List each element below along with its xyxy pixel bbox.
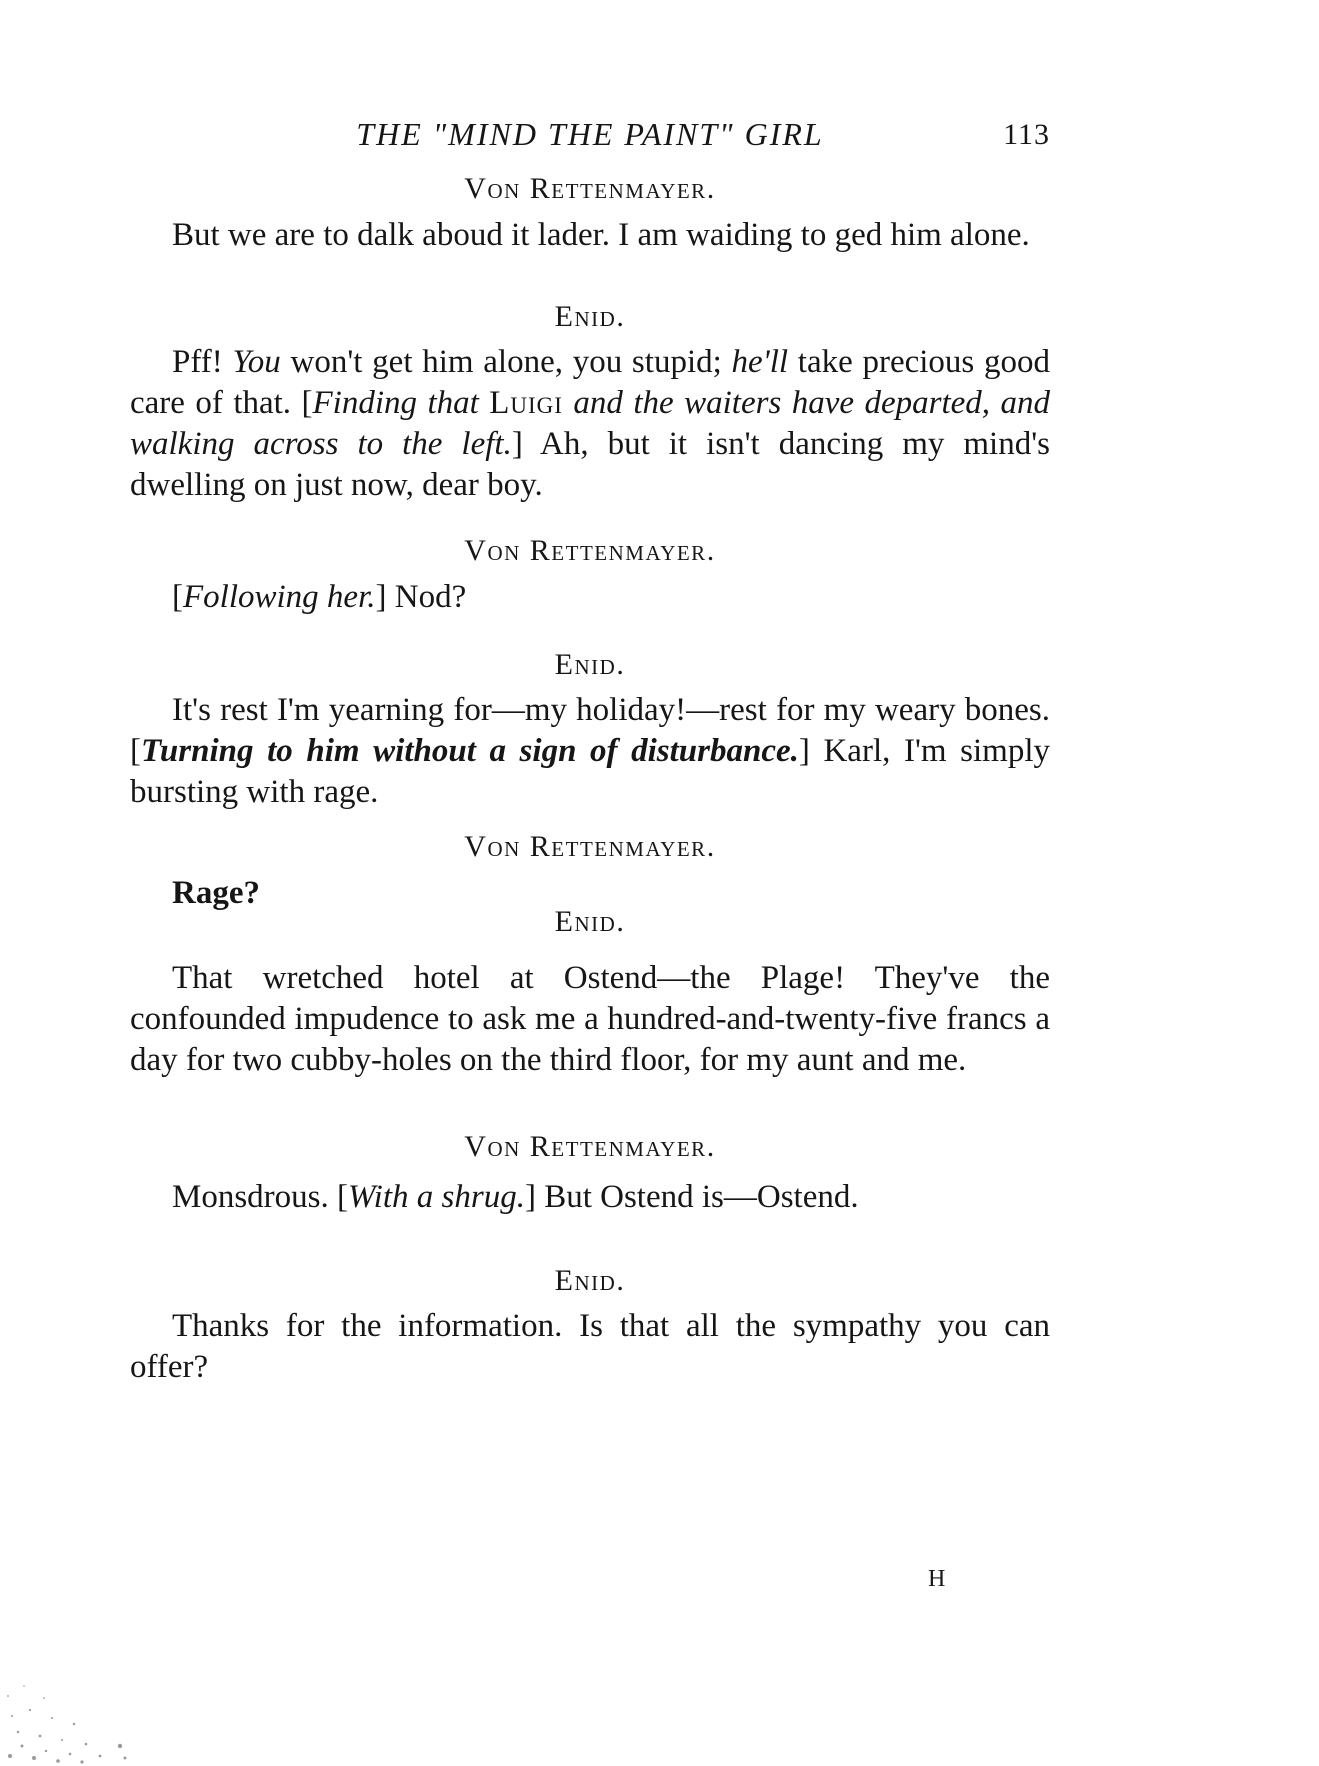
emphasis: he'll <box>731 344 789 380</box>
speaker-name: Von Rettenmayer. <box>464 1130 716 1163</box>
speaker-name: Enid. <box>554 648 626 681</box>
stage-direction: With a shrug. <box>348 1179 525 1215</box>
speaker-name: Von Rettenmayer. <box>464 534 716 567</box>
dialogue-text: ] But Ostend is—Ostend. <box>524 1179 859 1215</box>
dialogue-text: That wretched hotel at Ostend—the Plage! They've the confounded impudence to ask me a hundred-and-twenty-five francs a day for two cubby-holes on the third floor, for my aunt and me. <box>130 960 1050 1078</box>
stage-direction: Finding that <box>312 385 490 421</box>
character-name: Luigi <box>489 385 563 421</box>
speaker-name: Enid. <box>554 905 626 938</box>
dialogue-paragraph <box>130 215 1050 256</box>
dialogue-paragraph <box>130 1306 1050 1388</box>
speaker-name: Enid. <box>554 300 626 333</box>
stage-direction: Turning to him without a sign of disturbance. <box>141 733 799 769</box>
speaker-name: Von Rettenmayer. <box>464 172 716 205</box>
scan-speckle-decoration <box>0 1606 150 1766</box>
page-header <box>130 116 1050 156</box>
dialogue-paragraph <box>130 958 1050 1081</box>
dialogue-text: Thanks for the information. Is that all the sympathy you can offer? <box>130 1308 1050 1385</box>
page-number: 113 <box>1003 118 1050 151</box>
dialogue-text: It's rest I'm yearning for—my holiday!—rest for my weary bones. [ <box>130 692 1050 769</box>
stage-direction: Following her. <box>183 579 376 615</box>
dialogue-text: ] Karl, I'm simply bursting with rage. <box>130 733 1051 810</box>
signature-mark: H <box>928 1566 946 1592</box>
dialogue-text: take precious good care of that. [ <box>130 344 1050 421</box>
dialogue-text: ] Ah, but it isn't dancing my mind's dwelling on just now, dear boy. <box>130 426 1050 503</box>
dialogue-paragraph <box>130 1177 1050 1218</box>
dialogue-paragraph <box>130 342 1050 506</box>
running-title: THE "MIND THE PAINT" GIRL <box>356 116 824 152</box>
dialogue-paragraph <box>130 577 1050 618</box>
dialogue-text: Pff! <box>172 344 233 380</box>
dialogue-text: [ <box>172 579 183 615</box>
dialogue-text: Rage? <box>172 875 260 911</box>
emphasis: You <box>232 344 281 380</box>
stage-direction: and the waiters have departed, and walking across to the left. <box>130 385 1050 462</box>
dialogue-text: But we are to dalk aboud it lader. I am waiding to ged him alone. <box>172 217 1030 253</box>
dialogue-text: ] Nod? <box>375 579 467 615</box>
dialogue-text: Monsdrous. [ <box>172 1179 349 1215</box>
dialogue-text: won't get him alone, you stupid; <box>280 344 732 380</box>
speaker-name: Von Rettenmayer. <box>464 830 716 863</box>
speaker-name: Enid. <box>554 1264 626 1297</box>
dialogue-paragraph <box>130 690 1050 813</box>
